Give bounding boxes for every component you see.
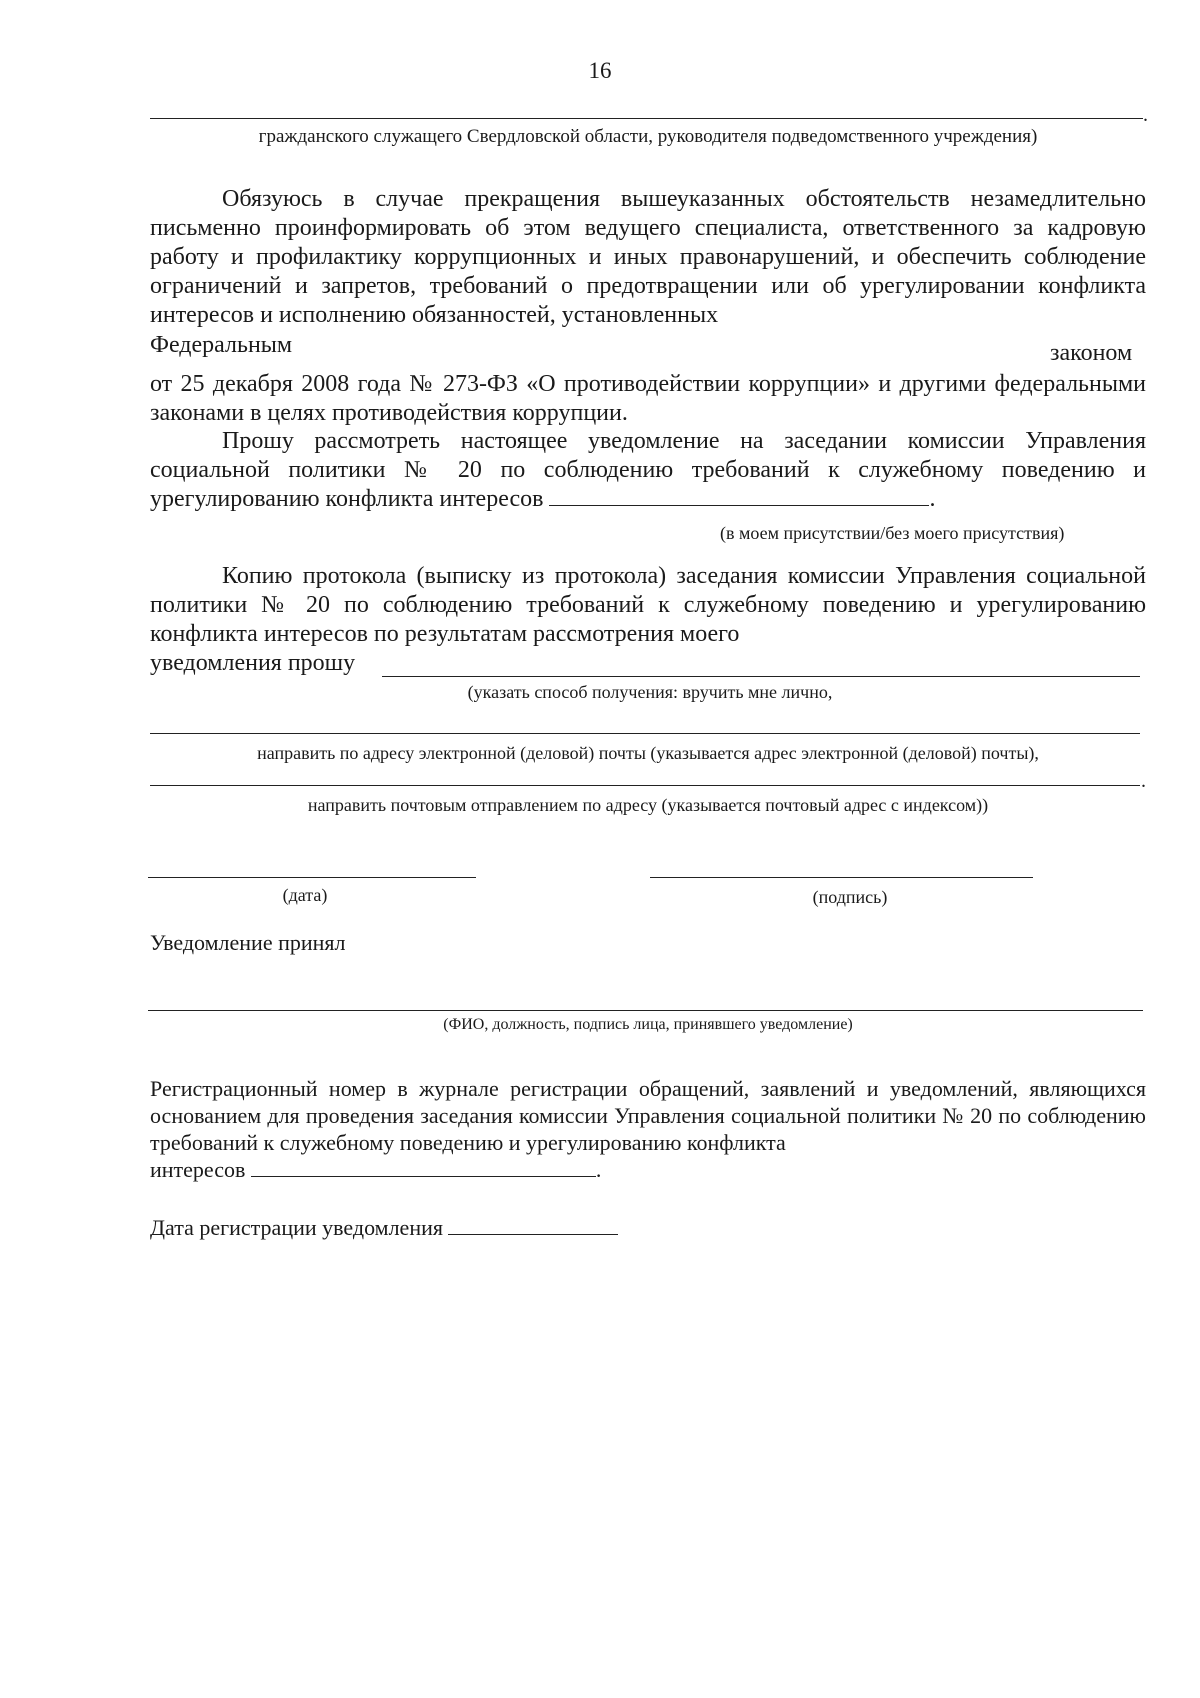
copy-caption-2: направить по адресу электронной (деловой) почты (указывается адрес электронной (деловой) почты), [257,743,1039,763]
page-number: 16 [588,58,612,83]
top-caption: гражданского служащего Свердловской области, руководителя подведомственного учреждения) [258,126,1038,147]
registration-date-label: Дата регистрации уведомления [150,1215,443,1240]
registration-text: Регистрационный номер в журнале регистрации обращений, заявлений и уведомлений, являющихся основанием для проведения заседания комиссии Управления социальной политики № 20 по соблюдению требований к служебному поведению и урегулированию конфликта [150,1076,1146,1155]
copy-method-blank-2 [150,733,1140,734]
copy-last-line: уведомления прошу [150,650,356,676]
registration-date-blank [448,1214,618,1235]
registration-number-blank [251,1156,596,1177]
para-request: Прошу рассмотреть настоящее уведомление на заседании комиссии Управления социальной политики № 20 по соблюдению требований к служебному поведению и урегулированию конфликта интересов . [150,428,1146,512]
federal-law-row [150,331,1146,360]
accepted-blank [148,1010,1143,1011]
copy-caption-3: направить почтовым отправлением по адресу (указывается почтовый адрес с индексом)) [307,795,989,815]
top-blank-line [150,118,1143,119]
presence-blank [549,485,929,506]
date-blank [148,877,476,878]
para-obligation [150,185,1146,330]
copy-caption-1: (указать способ получения: вручить мне лично, [467,682,833,702]
accepted-caption: (ФИО, должность, подпись лица, принявшего уведомление) [443,1016,853,1033]
para-copy-text: Копию протокола (выписку из протокола) заседания комиссии Управления социальной политики № 20 по соблюдению требований к служебному поведению и урегулированию конфликта интересов по результатам рассмотрения моего [150,563,1146,647]
federal-left: Федеральным [150,332,293,358]
accepted-label: Уведомление принял [150,930,346,955]
date-caption: (дата) [282,885,328,905]
copy-method-blank-3 [150,785,1140,786]
copy-method-blank-1 [382,676,1140,677]
signature-blank [650,877,1033,878]
para-copy [150,562,1146,649]
para-obligation-text: Обязуюсь в случае прекращения вышеуказанных обстоятельств незамедлительно письменно проинформировать об этом ведущего специалиста, ответственного за кадровую работу и профилактику коррупционных и иных правонарушений, и обеспечить соблюдение ограничений и запретов, требований о предотвращении или об урегулировании конфликта интересов и исполнению обязанностей, установленных [150,186,1146,328]
para-obligation-tail: от 25 декабря 2008 года № 273-ФЗ «О противодействии коррупции» и другими федеральными законами в целях противодействия коррупции. [150,371,1146,426]
top-line-dot: . [1143,104,1148,126]
registration-date-row [150,1214,618,1241]
copy-line-dot: . [1141,770,1146,792]
registration-last-line: интересов . [150,1157,602,1182]
presence-caption: (в моем присутствии/без моего присутствия) [720,523,1065,543]
federal-right: законом [1050,340,1133,366]
registration-last-word: интересов [150,1157,246,1182]
para-request-text: Прошу рассмотреть настоящее уведомление на заседании комиссии Управления социальной политики № 20 по соблюдению требований к служебному поведению и урегулированию конфликта интересов [150,428,1146,512]
signature-caption: (подпись) [812,887,888,907]
